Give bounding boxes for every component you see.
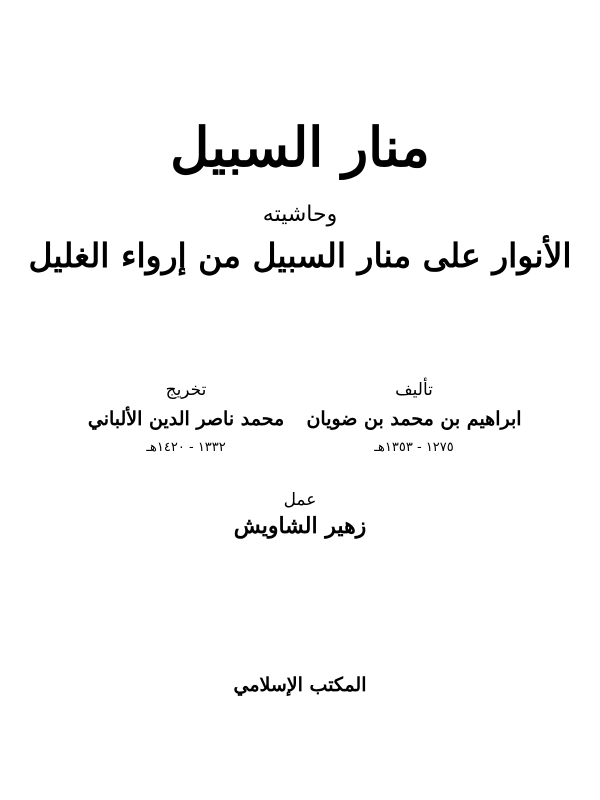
editor-role: عمل (283, 490, 317, 510)
editor-name: زهير الشاويش (233, 513, 367, 539)
author-block (304, 378, 524, 458)
book-title: منار السبيل (170, 115, 430, 179)
subtitle-connector: وحاشيته (262, 202, 338, 227)
author-dates: ١٢٧٥ - ١٣٥٣هـ (374, 440, 454, 455)
publisher-name: المكتب الإسلامي (233, 674, 367, 696)
verifier-role: تخريج (165, 380, 207, 400)
verifier-dates: ١٣٣٢ - ١٤٢٠هـ (146, 440, 226, 455)
author-name: ابراهيم بن محمد بن ضويان (306, 408, 522, 430)
verifier-block (76, 378, 296, 458)
book-subtitle: الأنوار على منار السبيل من إرواء الغليل (28, 236, 572, 275)
verifier-name: محمد ناصر الدين الألباني (87, 408, 285, 430)
author-role: تأليف (395, 380, 433, 400)
